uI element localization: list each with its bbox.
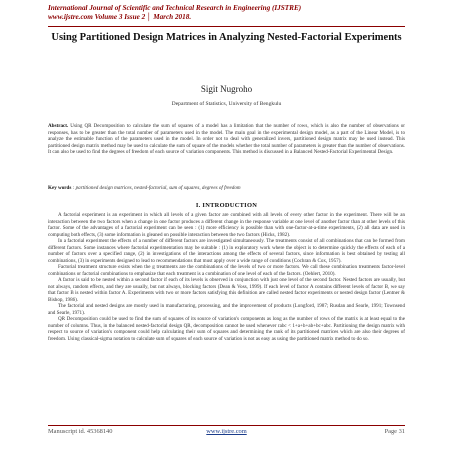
abstract [48,123,405,156]
abstract-label: Abstract. [48,123,69,129]
paragraph: In a factorial experiment the effects of a number of different factors are investigated simultaneously. The treatments consist of all combinations that can be formed from different factors. Some instances where factorial experimentation may be suitable : (1) in exploratory work where the object is to determine quickly the effects of each of a number of factors over a specified range, (2) in investigations of the interactions among the effects of several factors, since information is best obtained by testing all combinations, (3) in experiments designed to lead to recommendations that must apply over a wide range of conditions (Cochran & Cox, 1957). [48,238,405,264]
journal-issue: www.ijstre.com Volume 3 Issue 2 │ March 2018. [48,13,192,21]
abstract-text: Using QR Decomposition to calculate the sum of squares of a model has a limitation that the number of rows, which is also the number of observations or responses, has to be greater than the total number of parameters used in the model. The main goal in the experimental design model, as a part of the Linear Model, is to analyze the estimable function of the parameters used in the model. In order not to deal with generalized invers, partitioned design matrix may be used instead. This partitioned design matrix method may be used to calculate the sum of square of the models whether the total number of parameters is greater than the number of observations. It can also be used to find the degrees of freedom of each source of variation components. This method is discussed in a Balanced Nested-Factorial Experimental Design. [48,123,405,155]
paper-title: Using Partitioned Design Matrices in Analyzing Nested-Factorial Experiments [51,32,402,43]
introduction-body [48,212,405,342]
journal-name: International Journal of Scientific and Technical Research in Engineering (IJSTRE) [48,4,302,12]
page-number: Page 31 [384,428,405,435]
paragraph: The factorial and nested designs are mostly used in manufacturing, processing, and the improvement of products (Longford, 1987; Rusdan and Searle, 1991; Townsend and Searle, 1971). [48,303,405,316]
section-heading-introduction: I. INTRODUCTION [195,202,258,209]
paragraph: QR Decomposition could be used to find the sum of squares of its source of variation's components as long as the number of rows of the matrix is at least equal to the number of columns. Thus, in the balanced nested-factorial design QR, decomposition cannot be used whenever rabc < 1+a+b+ab+bc+abc. Partitioning the design matrix with respect to source of variation's component could help calculating their sum of squares and determining the rank of its partitioned matrices which are also their degrees of freedom. Using classical-sigma notation to calculate sum of squares of each source of variation is not as easy as using the partitioned matrix method to do so. [48,316,405,342]
page-footer [48,428,405,438]
journal-header [48,4,408,22]
author-affiliation: Department of Statistics, University of Bengkulu [171,101,282,107]
paragraph: Factorial treatment structure exists when the g treatments are the combinations of the levels of two or more factors. We call these combination treatments factor-level combinations or factorial combinations to emphasize that each treatment is a combination of one level of each of the factors. (Oehlert, 2010). [48,264,405,277]
header-divider [48,26,405,27]
journal-website-link[interactable]: www.ijstre.com [206,428,247,435]
keywords-text: : partitioned design matrices, nested-factorial, sum of squares, degrees of freedom [72,185,241,191]
paragraph: A factor is said to be nested within a second factor if each of its levels is observed in conjunction with just one level of the second factor. Nested factors are usually, but not always, random effects, and they are usually, but not always, blocking factors (Dean & Voss, 1999). If each level of factor A contains different levels of factor B, we say that factor B is nested within factor A. Experiments with two or more factors satisfying this definition are called nested factor experiments or nested design factor (Lentner & Bishop, 1986). [48,277,405,303]
footer-divider [48,425,405,426]
paper-author: Sigit Nugroho [200,84,253,94]
keywords-label: Key words [48,185,72,191]
keywords [48,185,405,192]
paragraph: A factorial experiment is an experiment in which all levels of a given factor are combined with all levels of every other factor in the experiment. There will be an interaction between the two factors when a change in one factor produces a different change in the response variable at one level of another factor than at other levels of this factor. Some of the advantages of a factorial experiment can be seen : (1) more efficiency is possible than with one-factor-at-a-time experiments, (2) all data are used in computing both effects, (3) some information is gleaned on possible interaction between the two factors (Hicks, 1982). [48,212,405,238]
manuscript-id: Manuscript id. 45368140 [48,428,113,435]
